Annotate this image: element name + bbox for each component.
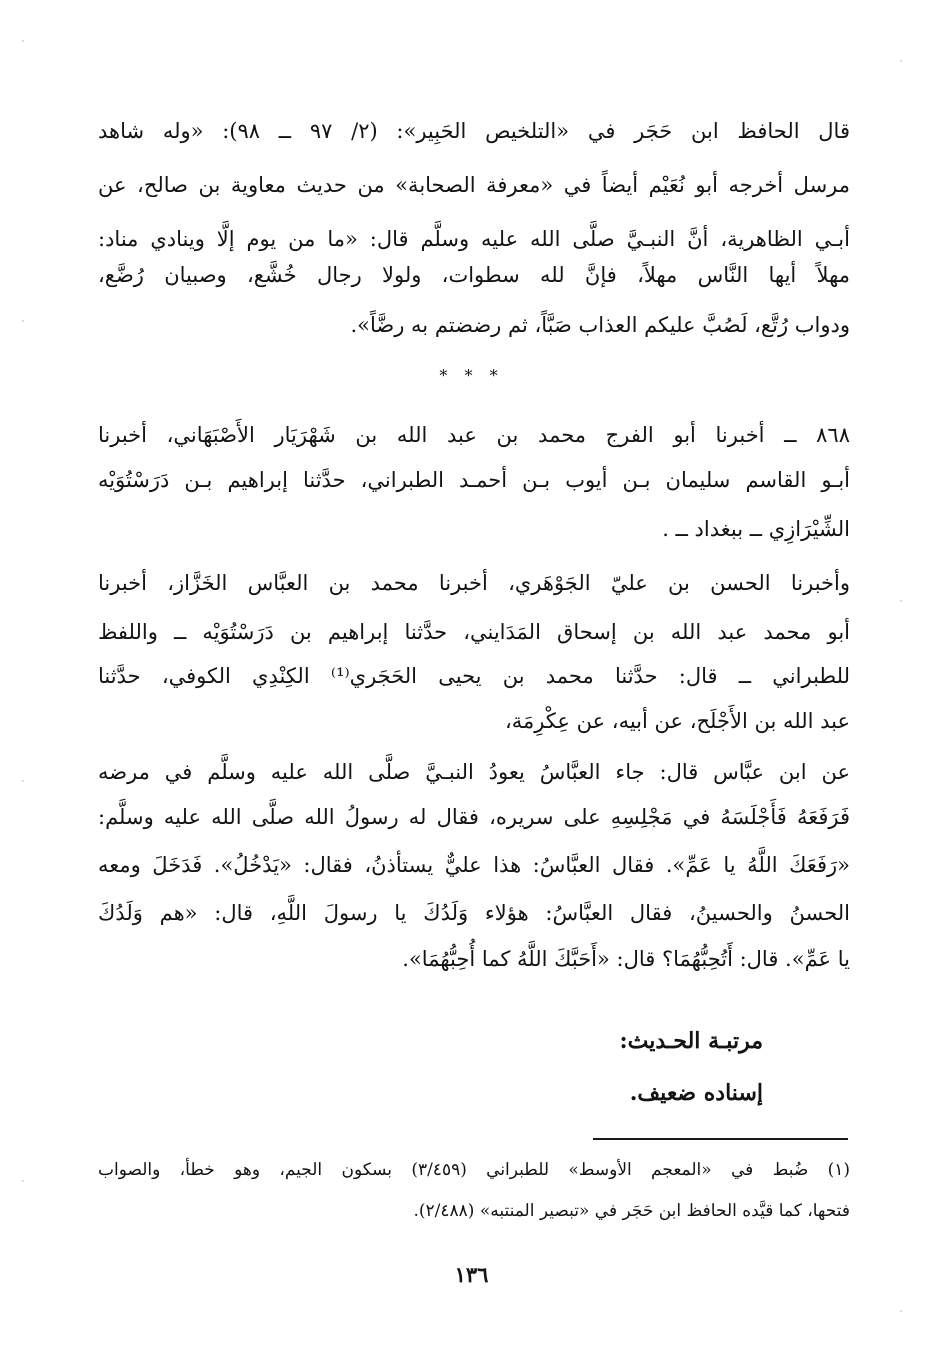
footnote-line: فتحها، كما قيَّده الحافظ ابن حَجَر في «تبصير المنتبه» (٢/٤٨٨).	[413, 1201, 850, 1221]
scan-speck	[22, 1180, 24, 1182]
text-line: ٨٦٨ ــ أخبرنا أبو الفرج محمد بن عبد الله بن شَهْرَيَار الأَصْبَهَاني، أخبرنا	[98, 423, 850, 447]
scan-speck	[900, 60, 902, 62]
text-line: الحسنُ والحسينُ، فقال العبَّاسُ: هؤلاء وَلَدُكَ يا رسولَ اللَّهِ، قال: «هم وَلَدُكَ	[98, 901, 850, 925]
scan-speck	[900, 1310, 902, 1312]
page-number: ١٣٦	[454, 1262, 489, 1287]
footnote-divider	[593, 1138, 848, 1140]
text-line: أبـو القاسم سليمان بـن أيوب بـن أحمـد الطبراني، حدَّثنا إبراهيم بـن دَرَسْتُوَيْه	[98, 468, 850, 492]
text-line: مرسل أخرجه أبو نُعَيْم أيضاً في «معرفة الصحابة» من حديث معاوية بن صالح، عن	[98, 173, 850, 197]
text-line: وأخبرنا الحسن بن عليّ الجَوْهَري، أخبرنا محمد بن العبَّاس الخَزَّاز، أخبرنا	[98, 571, 850, 595]
text-line: أبو محمد عبد الله بن إسحاق المَدَايني، حدَّثنا إبراهيم بن دَرَسْتُوَيْه ــ واللفظ	[98, 620, 850, 644]
text-line: مهلاً أيها النَّاس مهلاً، فإنَّ لله سطوات، ولولا رجال خُشَّع، وصبيان رُضَّع،	[98, 263, 850, 287]
text-line: يا عَمِّ». قال: أَتُحِبُّهُمَا؟ قال: «أَحَبَّكَ اللَّهُ كما أُحِبُّهُمَا».	[402, 947, 850, 971]
text-line: عن ابن عبَّاس قال: جاء العبَّاسُ يعودُ النبـيَّ صلَّى الله عليه وسلَّم في مرضه	[98, 760, 850, 784]
scan-speck	[22, 780, 24, 782]
text-line: أبـي الظاهرية، أنَّ النبـيَّ صلَّى الله عليه وسلَّم قال: «ما من يوم إلَّا وينادي مناد:	[98, 227, 850, 251]
scan-speck	[22, 40, 24, 42]
text-line: قال الحافظ ابن حَجَر في «التلخيص الحَبِير»: (٢/ ٩٧ ــ ٩٨): «وله شاهد	[98, 119, 850, 143]
grade-text: إسناده ضعيف.	[629, 1080, 763, 1106]
scan-speck	[22, 320, 24, 322]
text-line: الشِّيْرَازِي ــ ببغداد ــ .	[662, 517, 850, 541]
text-line: عبد الله بن الأَجْلَح، عن أبيه، عن عِكْرِمَة،	[504, 709, 850, 733]
section-separator: * * *	[439, 366, 504, 385]
footnote-line: (١) ضُبط في «المعجم الأوسط» للطبراني (٣/٤٥٩) بسكون الجيم، وهو خطأ، والصواب	[98, 1160, 850, 1180]
scan-speck	[900, 600, 902, 602]
text-line: ودواب رُتَّع، لَصُبَّ عليكم العذاب صَبَّاً، ثم رضضتم به رضَّاً».	[350, 313, 850, 337]
text-line: «رَفَعَكَ اللَّهُ يا عَمِّ». فقال العبَّاسُ: هذا عليٌّ يستأذنُ، فقال: «يَدْخُلُ». فَدَخَلَ ومعه	[98, 853, 850, 877]
text-line: للطبراني ــ قال: حدَّثنا محمد بن يحيى الحَجَري⁽¹⁾ الكِنْدِي الكوفي، حدَّثنا	[98, 664, 850, 688]
text-line: فَرَفَعَهُ فَأَجْلَسَهُ في مَجْلِسِهِ على سريره، فقال له رسولُ الله صلَّى الله عليه وسلَّم:	[98, 805, 850, 829]
grade-heading: مرتبـة الحـديث:	[619, 1028, 763, 1054]
